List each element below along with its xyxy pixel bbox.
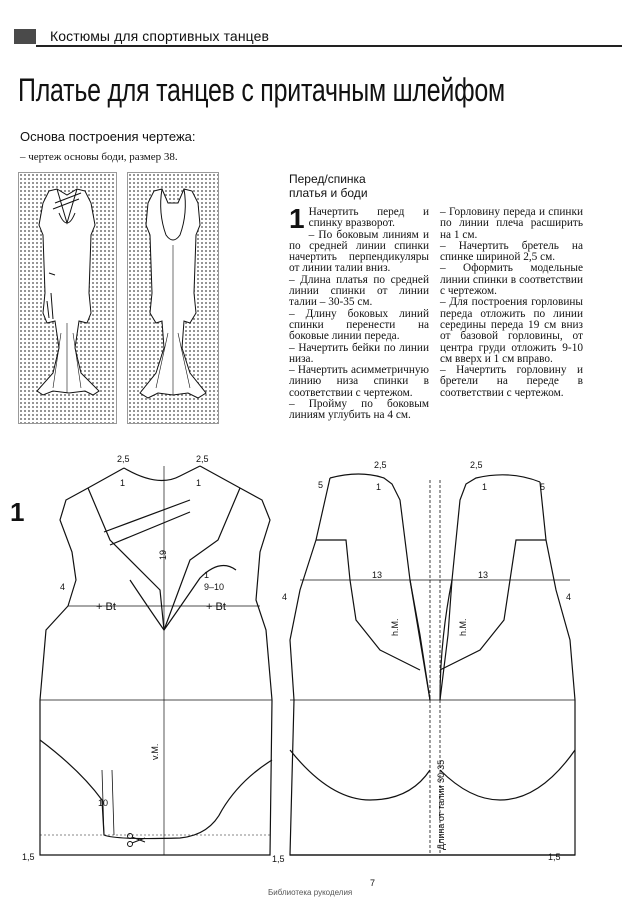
col2-para: – Оформить модельные линии спинки в соответствии с чертежом.	[440, 262, 583, 298]
label-one-five-mid: 1,5	[272, 854, 285, 864]
label-waist-length: Длина от талии 30-35	[436, 759, 446, 850]
header-marker	[14, 29, 36, 44]
col1-para: – Начертить бейки по линии низа.	[289, 341, 429, 365]
col1-para: – Пройму по боковым линиям углубить на 4 см.	[289, 398, 429, 422]
label-bt-left: + Bt	[96, 601, 116, 613]
pattern-drawing	[0, 440, 633, 888]
label-neck-right: 2,5	[196, 454, 209, 464]
col2-para: – Для построения горловины переда отложить по линии середины переда 19 см вниз от базовой горловины, от центра груди отложить 9-10 см вверх и 1 см вправо.	[440, 296, 583, 365]
step-number: 1	[289, 203, 305, 234]
section-heading-line1: Перед/спинка	[289, 172, 366, 186]
label-thirteen-left: 13	[372, 570, 383, 580]
col1-para: Начертить перед и спинку вразворот.	[308, 206, 429, 230]
back-right-leg	[440, 750, 575, 800]
label-one-five-left: 1,5	[22, 852, 35, 862]
section-heading-line2: платья и боди	[289, 186, 368, 200]
label-one-left: 1	[120, 478, 126, 488]
label-four-back-left: 4	[282, 592, 288, 602]
label-back-five-right: 5	[540, 482, 546, 492]
back-left-strap	[330, 474, 430, 700]
section-heading	[289, 172, 368, 200]
back-side-curve-left	[316, 540, 420, 670]
label-nineteen: 19	[158, 549, 168, 560]
label-nine-ten: 9–10	[204, 582, 225, 592]
back-left-curve	[410, 580, 430, 700]
label-bt-right: + Bt	[206, 601, 226, 613]
front-sketch	[18, 172, 117, 424]
front-outline	[40, 466, 272, 855]
label-vm: v.M.	[150, 743, 160, 760]
label-back-one-left: 1	[376, 482, 382, 492]
label-four-left: 4	[60, 582, 66, 592]
back-right-strap	[440, 475, 540, 700]
col2-para: – Начертить бретель на спинке шириной 2,5 см.	[440, 239, 583, 264]
label-one-small: 1	[204, 570, 210, 580]
label-neck-left: 2,5	[117, 454, 130, 464]
label-four-back-right: 4	[566, 592, 572, 602]
footer-credit: Библиотека рукоделия	[268, 888, 353, 897]
label-back-five-left: 5	[318, 480, 324, 490]
label-hm-right: h.M.	[458, 618, 468, 636]
back-sketch	[127, 172, 219, 424]
back-side-curve-right	[440, 540, 546, 670]
header-section: Костюмы для спортивных танцев	[50, 28, 270, 44]
label-one-right: 1	[196, 478, 202, 488]
back-outline	[290, 478, 575, 855]
scissors-icon	[128, 834, 146, 847]
col1-para: – Начертить асимметричную линию низа спинки в соответствии с чертежом.	[289, 364, 429, 399]
instructions-column-1	[289, 203, 429, 422]
instructions-column-2	[440, 207, 583, 399]
label-back-neck-right: 2,5	[470, 460, 483, 470]
basis-note: – чертеж основы боди, размер 38.	[20, 151, 178, 163]
label-back-neck-left: 2,5	[374, 460, 387, 470]
col1-para: – Длина платья по средней линии спинки от линии талии – 30-35 см.	[289, 273, 429, 309]
label-one-five-right: 1,5	[548, 852, 561, 862]
col2-para: – Горловину переда и спинки по линии плеча расширить на 1 см.	[440, 206, 583, 241]
page-title: Платье для танцев с притачным шлейфом	[18, 72, 505, 108]
label-seven: 7	[370, 878, 376, 888]
col1-para: – Длину боковых линий спинки перенести на боковые линии переда.	[289, 307, 429, 343]
label-thirteen-right: 13	[478, 570, 489, 580]
front-cross-strap	[104, 500, 190, 545]
page-header	[14, 27, 622, 47]
header-rule	[36, 45, 622, 47]
front-neck-line	[124, 466, 200, 481]
col1-para: – По боковым линиям и по средней линии спинки начертить перпендикуляры от линии талии вниз.	[289, 228, 429, 275]
back-left-leg	[290, 750, 430, 800]
col2-para: – Начертить горловину и бретели на переде в соответствии с чертежом.	[440, 364, 583, 399]
label-ten: 10	[98, 798, 109, 808]
subtitle: Основа построения чертежа:	[20, 129, 196, 144]
label-hm-left: h.M.	[390, 618, 400, 636]
label-back-one-right: 1	[482, 482, 488, 492]
figure-number: 1	[10, 497, 25, 527]
front-strap-right	[164, 488, 240, 630]
